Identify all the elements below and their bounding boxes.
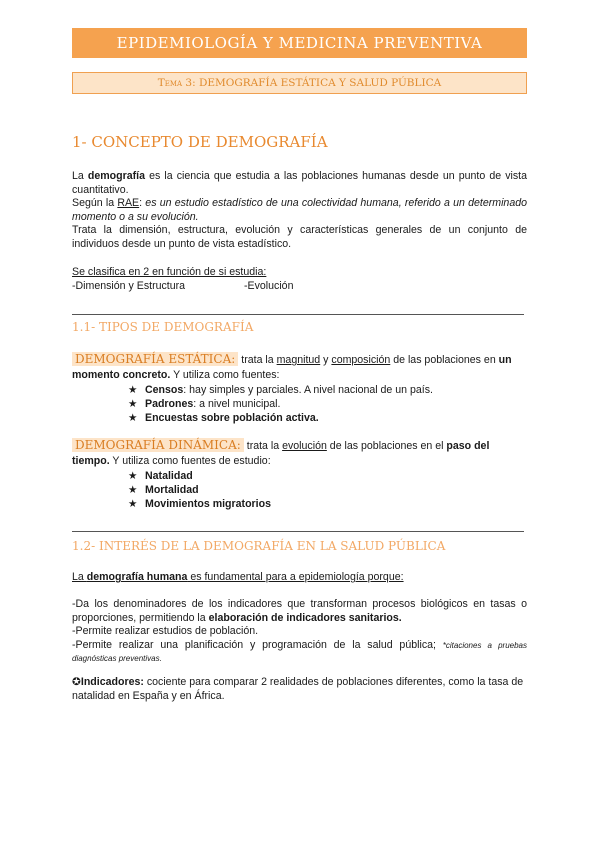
section-heading-interes: 1.2- INTERÉS DE LA DEMOGRAFÍA EN LA SALUD PÚBLICA [72, 539, 446, 553]
text: Y utiliza como fuentes: [170, 369, 280, 381]
bold-term: paso del tiempo. [72, 440, 490, 467]
star-circle-icon: ✪ [72, 676, 81, 688]
dynamic-demography-tag: DEMOGRAFÍA DINÁMICA: [72, 438, 244, 452]
list-item [128, 497, 271, 511]
star-bullet-icon: ★ [128, 498, 138, 510]
item-bold: Censos [145, 384, 184, 396]
classification-intro [72, 266, 527, 280]
list-item [128, 411, 433, 425]
text: La [72, 170, 88, 182]
rae-underlined: RAE [117, 197, 140, 210]
list-item [128, 383, 433, 397]
paragraph-static [72, 352, 527, 383]
classification-item-1: -Dimensión y Estructura [72, 280, 186, 292]
section-heading-tipos: 1.1- TIPOS DE DEMOGRAFÍA [72, 320, 254, 334]
interest-intro [72, 571, 527, 585]
list-item [128, 397, 433, 411]
list-item [128, 469, 271, 483]
text: es la ciencia que estudia a las poblaciones humanas desde un punto de vista cuantitativo. [72, 170, 527, 196]
indicators-paragraph [72, 676, 527, 703]
paragraph-definition [72, 170, 527, 252]
text: Trata la dimensión, estructura, evolución y características generales de un conjunto de individuos desde un punto de vista estadístico. [72, 224, 527, 250]
dynamic-sources-list [128, 469, 271, 511]
item-bold: Natalidad [145, 470, 193, 482]
classification-item-2: -Evolución [244, 280, 294, 292]
divider [72, 531, 524, 532]
document-title: EPIDEMIOLOGÍA Y MEDICINA PREVENTIVA [72, 28, 527, 58]
item-bold: Mortalidad [145, 484, 199, 496]
star-bullet-icon: ★ [128, 398, 138, 410]
star-bullet-icon: ★ [128, 484, 138, 496]
text: La [72, 571, 87, 583]
text: Según la [72, 197, 118, 210]
text: de las poblaciones en el [326, 440, 447, 452]
underlined-term: evolución [282, 440, 327, 452]
star-bullet-icon: ★ [128, 384, 138, 396]
text: y [320, 354, 332, 366]
section-heading-concepto: 1- CONCEPTO DE DEMOGRAFÍA [72, 133, 328, 151]
star-bullet-icon: ★ [128, 470, 138, 482]
star-bullet-icon: ★ [128, 412, 138, 424]
text: es fundamental para a epidemiología porque: [187, 571, 404, 583]
text: trata la [241, 354, 277, 366]
item-text: : a nivel municipal. [193, 398, 281, 410]
text: -Da los denominadores de los indicadores que transforman procesos biológicos en tasas o proporciones, permitiendo la [72, 598, 527, 624]
item-bold: Encuestas sobre población activa. [145, 412, 319, 424]
text: -Permite realizar estudios de población. [72, 625, 259, 638]
text: : [139, 197, 146, 210]
item-bold: Movimientos migratorios [145, 498, 271, 510]
paragraph-dynamic [72, 438, 527, 469]
bold-term: un momento concreto. [72, 354, 512, 381]
bold-term: Indicadores: [80, 676, 144, 688]
text: de las poblaciones en [390, 354, 499, 366]
bold-term: elaboración de indicadores sanitarios. [208, 611, 402, 624]
topic-subtitle: Tema 3: DEMOGRAFÍA ESTÁTICA Y SALUD PÚBLICA [72, 72, 527, 94]
text: cociente para comparar 2 realidades de poblaciones diferentes, como la tasa de natalidad en España y en África. [72, 676, 524, 702]
item-text: : hay simples y parciales. A nivel nacional de un país. [183, 384, 433, 396]
text: -Permite realizar una planificación y programación de la salud pública; [72, 638, 443, 651]
static-demography-tag: DEMOGRAFÍA ESTÁTICA: [72, 352, 238, 366]
underlined-term: magnitud [276, 354, 321, 366]
bold-term: demografía [87, 170, 145, 182]
underlined-term: composición [331, 354, 391, 366]
text: trata la [246, 440, 283, 452]
list-item [128, 483, 271, 497]
divider [72, 314, 524, 315]
static-sources-list [128, 383, 433, 425]
rae-definition: es un estudio estadístico de una colectividad humana, referido a un determinado momento o a su evolución. [72, 197, 528, 223]
item-bold: Padrones [145, 398, 194, 410]
text: Y utiliza como fuentes de estudio: [109, 455, 271, 467]
classify-text: Se clasifica en 2 en función de si estudia: [72, 266, 267, 278]
bold-term: demografía humana [86, 571, 188, 583]
interest-reasons [72, 598, 527, 666]
footnote-text: *citaciones a pruebas diagnósticas preventivas. [72, 640, 527, 664]
